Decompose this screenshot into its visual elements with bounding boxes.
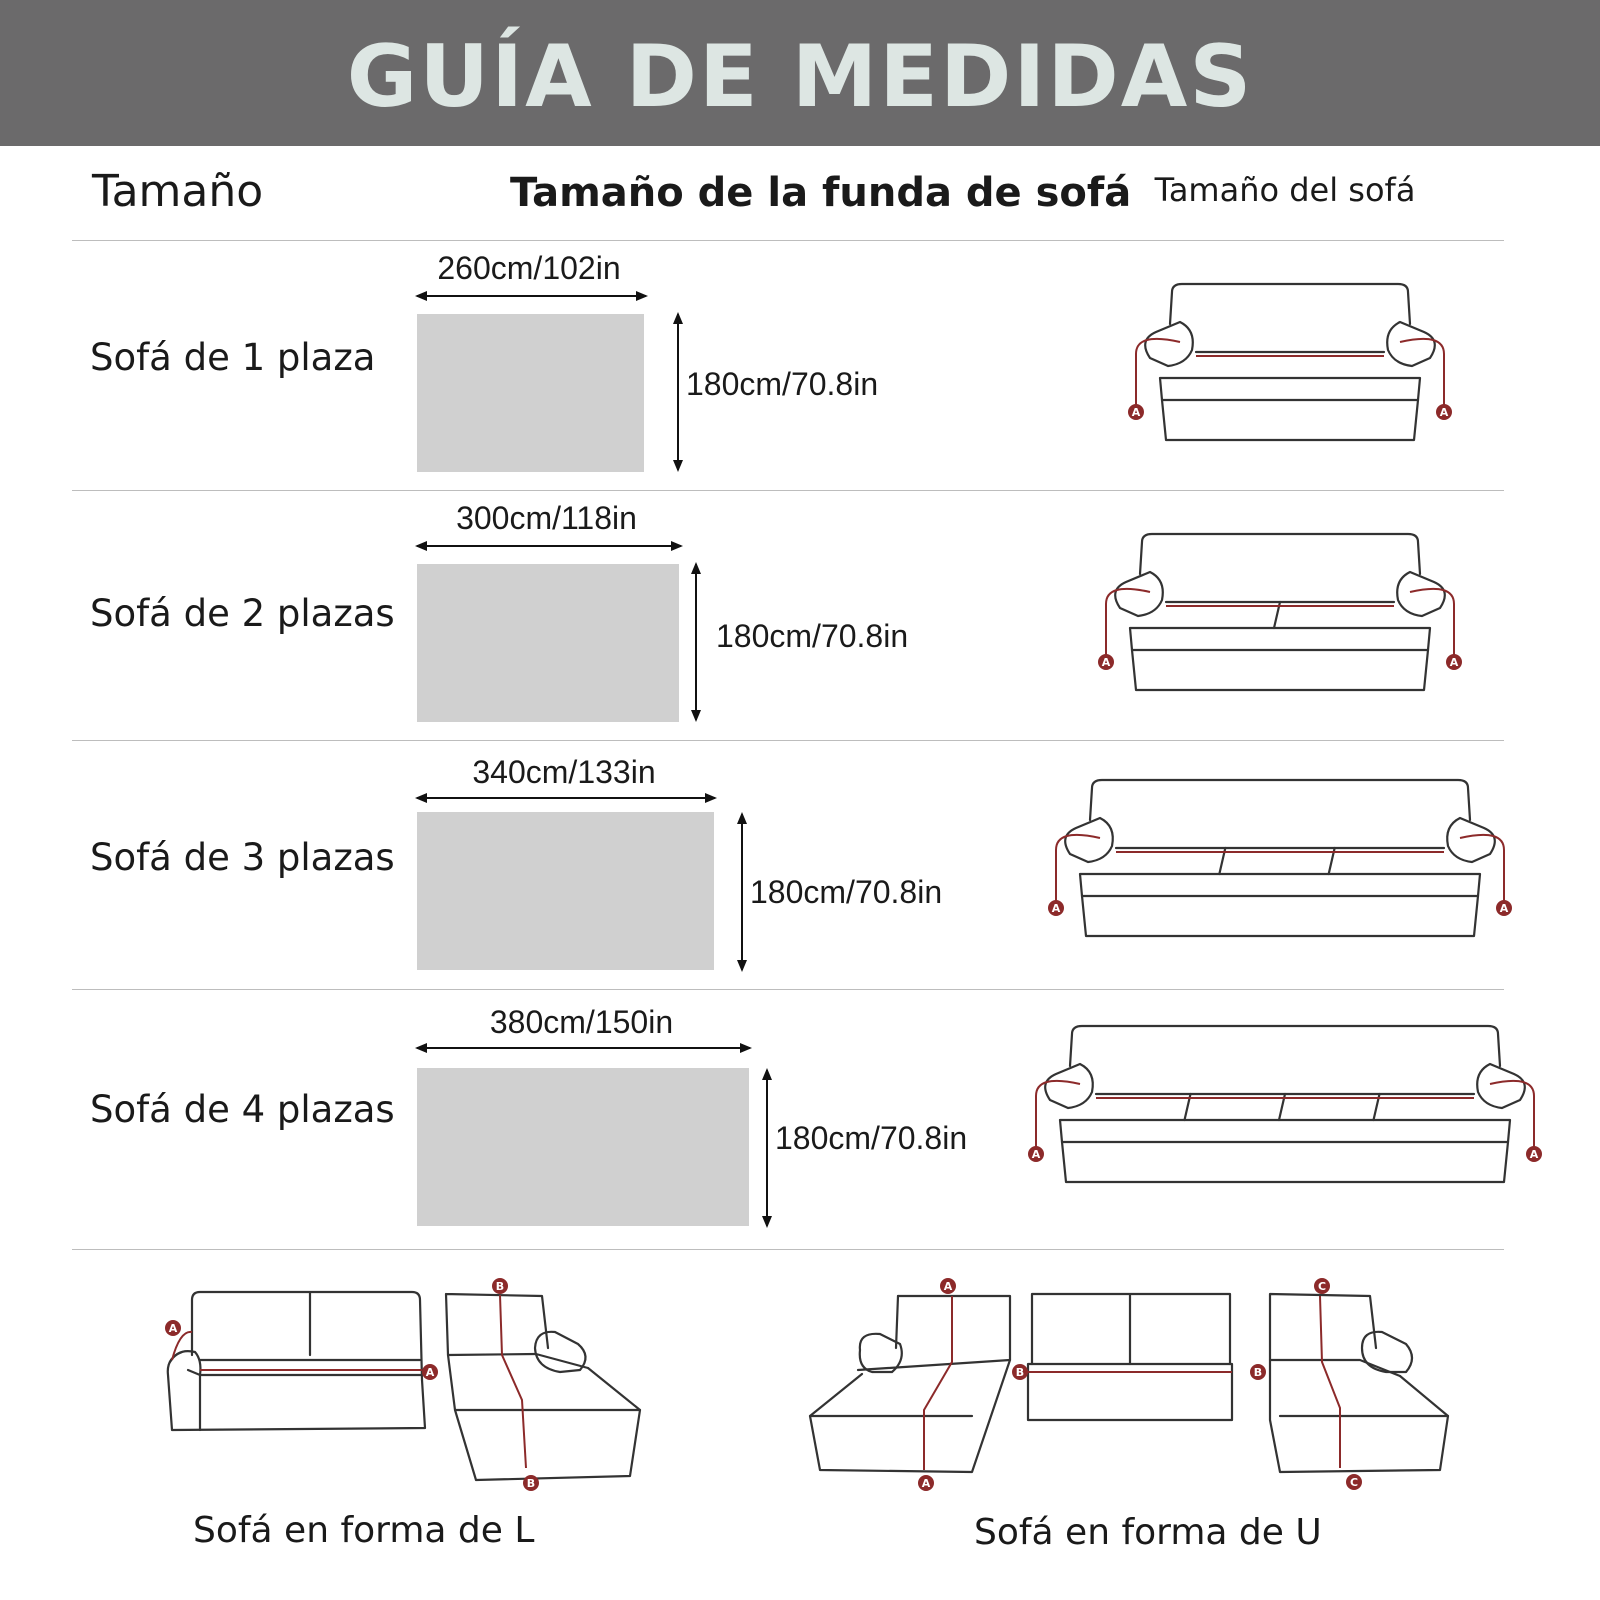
divider (72, 240, 1504, 241)
l-shaped-sofa-label: Sofá en forma de L (193, 1510, 535, 1551)
width-arrow (415, 288, 650, 304)
height-arrow (670, 312, 686, 474)
header-sofa-size: Tamaño del sofá (1154, 171, 1416, 209)
divider (72, 1249, 1504, 1250)
row-label-4-seats: Sofá de 4 plazas (90, 1088, 395, 1131)
svg-text:A: A (1101, 656, 1111, 669)
svg-text:A: A (1499, 902, 1509, 915)
svg-text:C: C (1349, 1476, 1359, 1489)
divider (72, 989, 1504, 990)
header-cover-size: Tamaño de la funda de sofá (510, 170, 1132, 216)
svg-text:A: A (1131, 406, 1141, 419)
svg-text:A: A (1439, 406, 1449, 419)
cover-size-rect (417, 564, 679, 722)
row-label-2-seats: Sofá de 2 plazas (90, 592, 395, 635)
cover-height-label: 180cm/70.8in (750, 874, 943, 910)
cover-width-label: 300cm/118in (456, 500, 637, 536)
cover-height-label: 180cm/70.8in (686, 366, 879, 402)
page-title: GUÍA DE MEDIDAS (346, 27, 1254, 127)
svg-text:B: B (1015, 1366, 1025, 1379)
divider (72, 740, 1504, 741)
svg-text:A: A (921, 1477, 931, 1490)
divider (72, 490, 1504, 491)
sofa-2-seats-illustration (1070, 530, 1490, 720)
svg-text:C: C (1317, 1280, 1327, 1293)
cover-width-label: 340cm/133in (472, 754, 656, 790)
cover-size-rect (417, 1068, 749, 1226)
cover-width-label: 260cm/102in (437, 250, 621, 286)
svg-text:A: A (425, 1366, 435, 1379)
cover-height-label: 180cm/70.8in (716, 618, 909, 654)
cover-size-rect (417, 314, 644, 472)
width-arrow (415, 1040, 755, 1056)
svg-text:B: B (526, 1477, 536, 1490)
l-shaped-sofa-illustration (150, 1280, 660, 1500)
row-label-1-seat: Sofá de 1 plaza (90, 336, 376, 379)
svg-text:A: A (168, 1322, 178, 1335)
svg-text:B: B (495, 1280, 505, 1293)
u-shaped-sofa-label: Sofá en forma de U (974, 1512, 1322, 1553)
svg-text:A: A (1529, 1148, 1539, 1161)
cover-width-label: 380cm/150in (489, 1004, 674, 1040)
sofa-1-seat-illustration (1100, 280, 1480, 470)
title-banner (0, 0, 1600, 146)
svg-text:A: A (1031, 1148, 1041, 1161)
width-arrow (415, 790, 720, 806)
svg-text:B: B (1253, 1366, 1263, 1379)
width-arrow (415, 538, 685, 554)
sofa-3-seats-illustration (1020, 776, 1540, 966)
svg-text:A: A (943, 1280, 953, 1293)
header-size: Tamaño (92, 166, 264, 217)
svg-text:A: A (1051, 902, 1061, 915)
row-label-3-seats: Sofá de 3 plazas (90, 836, 395, 879)
height-arrow (734, 812, 750, 974)
cover-size-rect (417, 812, 714, 970)
height-arrow (759, 1068, 775, 1230)
svg-text:A: A (1449, 656, 1459, 669)
height-arrow (688, 562, 704, 724)
u-shaped-sofa-illustration (800, 1280, 1490, 1500)
cover-height-label: 180cm/70.8in (775, 1120, 968, 1156)
sofa-4-seats-illustration (1000, 1022, 1570, 1212)
